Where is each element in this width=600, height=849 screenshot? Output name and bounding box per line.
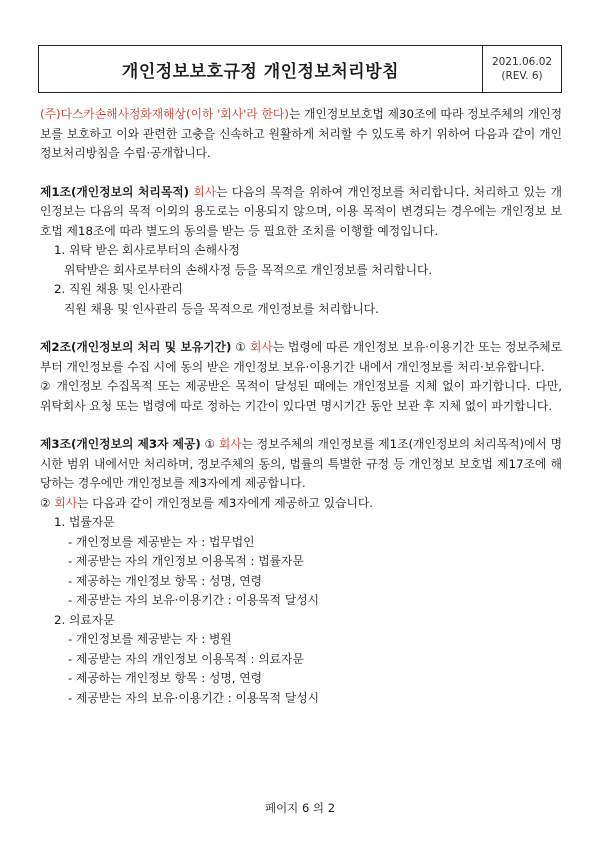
article2-title: 제2조(개인정보의 처리 및 보유기간) — [40, 340, 232, 354]
document-header — [38, 45, 562, 93]
document-body — [40, 105, 562, 708]
intro-text: 는 개인정보보호법 제30조에 따라 정보주체의 개인정보를 보호하고 이와 관련한 고충을 신속하고 원활하게 처리할 수 있도록 하기 위하여 다음과 같이 개인정보처리방침을 수립·공개합니다. — [40, 107, 563, 160]
company-name: (주)다스카손해사정화재해상 — [40, 107, 186, 121]
revision-info — [483, 46, 561, 92]
article3-item-1-line: - 제공받는 자의 보유·이용기간 : 이용목적 달성시 — [68, 593, 320, 607]
article1-item-1-desc: 위탁받은 회사로부터의 손해사정 등을 목적으로 개인정보를 처리합니다. — [64, 262, 433, 277]
revision-date: 2021.06.02 — [491, 56, 553, 68]
article2-company: 회사 — [249, 340, 273, 354]
article1-title: 제1조(개인정보의 처리목적) — [40, 184, 190, 199]
article1-company: 회사 — [193, 184, 217, 199]
article3-item-2-line: - 제공하는 개인정보 항목 : 성명, 연령 — [68, 671, 263, 685]
company-alias: (이하 '회사'라 한다) — [185, 107, 289, 121]
article3-item-1-label: 1. 법률자문 — [54, 515, 115, 529]
article3-paragraph-1 — [40, 435, 562, 494]
intro-paragraph — [40, 105, 562, 164]
article3-p2-prefix: ② — [40, 495, 51, 510]
article2-paragraph-1 — [40, 338, 562, 377]
article3-item-2-label: 2. 의료자문 — [54, 612, 115, 627]
revision-number: (REV. 6) — [501, 70, 543, 82]
article3-p1-prefix: ① — [204, 437, 216, 451]
article3-item-1-line: - 제공받는 자의 개인정보 이용목적 : 법률자문 — [68, 554, 304, 568]
article3-item-1-line: - 제공하는 개인정보 항목 : 성명, 연령 — [68, 573, 263, 588]
article3-paragraph-2 — [40, 494, 562, 514]
document-title: 개인정보보호규정 개인정보처리방침 — [39, 46, 483, 92]
article1-text: 는 다음의 목적을 위하여 개인정보를 처리합니다. 처리하고 있는 개인정보는 다음의 목적 이외의 용도로는 이용되지 않으며, 이용 목적이 변경되는 경우에는 개인정보 보호법 제18조에 따라 별도의 동의를 받는 등 필요한 조치를 이행할 예정입니다. — [40, 184, 563, 238]
article1-item-2-desc: 직원 채용 및 인사관리 등을 목적으로 개인정보를 처리합니다. — [64, 301, 379, 316]
article1-item-1-label: 1. 위탁 받은 회사로부터의 손해사정 — [54, 243, 240, 257]
article2-p1-prefix: ① — [235, 340, 247, 354]
article1-item-2-label: 2. 직원 채용 및 인사관리 — [54, 282, 183, 296]
article3-company: 회사 — [218, 437, 242, 451]
article3-p2-text: 는 다음과 같이 개인정보를 제3자에게 제공하고 있습니다. — [77, 495, 373, 510]
page-number: 페이지 6 의 2 — [264, 801, 336, 815]
article3-p1-text: 는 정보주체의 개인정보를 제1조(개인정보의 처리목적)에서 명시한 범위 내에서만 처리하며, 정보주체의 동의, 법률의 특별한 규정 등 개인정보 보호법 제17조에 해당하는 경우에만 개인정보를 제3자에게 제공합니다. — [40, 437, 563, 490]
article3-company-2: 회사 — [54, 495, 78, 510]
article2-p1-text: 는 법령에 따른 개인정보 보유·이용기간 또는 정보주체로부터 개인정보를 수집 시에 동의 받은 개인정보 보유·이용기간 내에서 개인정보를 처리·보유합니다. — [40, 340, 563, 374]
article3-item-2-line: - 개인정보를 제공받는 자 : 병원 — [68, 632, 232, 646]
article2-paragraph-2: ② 개인정보 수집목적 또는 제공받은 목적이 달성된 때에는 개인정보를 지체 없이 파기합니다. 다만, 위탁회사 요청 또는 법령에 따로 정하는 기간이 있다면 명시기간 동안 보관 후 지체 없이 파기합니다. — [40, 379, 562, 413]
article1-paragraph — [40, 183, 562, 242]
article3-item-2-line: - 제공받는 자의 개인정보 이용목적 : 의료자문 — [68, 651, 304, 666]
article3-title: 제3조(개인정보의 제3자 제공) — [40, 437, 201, 451]
article3-item-2-line: - 제공받는 자의 보유·이용기간 : 이용목적 달성시 — [68, 690, 320, 705]
article3-item-1-line: - 개인정보를 제공받는 자 : 법무법인 — [68, 534, 255, 549]
